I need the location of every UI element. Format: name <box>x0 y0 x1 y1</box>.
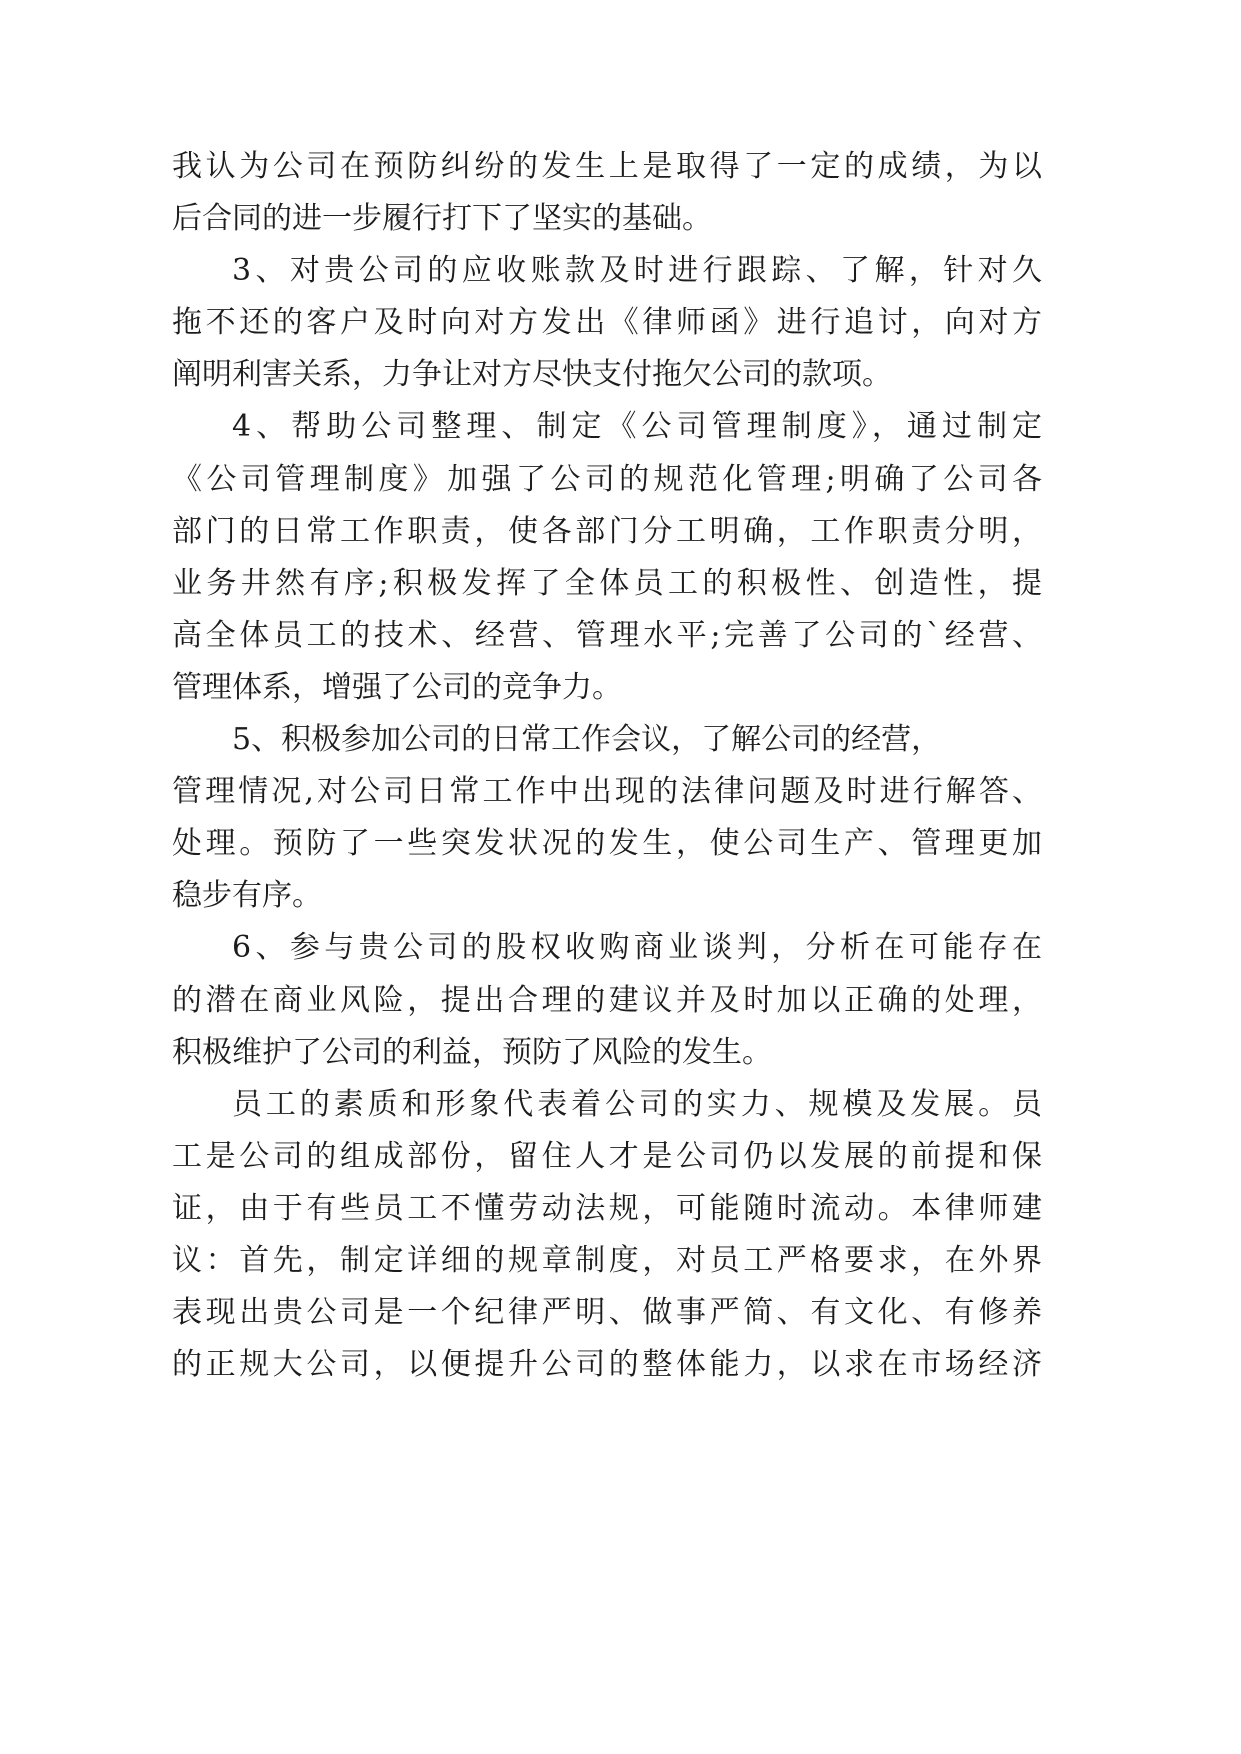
text-line: 稳步有序。 <box>172 878 322 914</box>
text-line: 阐明利害关系，力争让对方尽快支付拖欠公司的款项。 <box>172 357 892 393</box>
text-line: 工是公司的组成部份，留住人才是公司仍以发展的前提和保 <box>172 1138 1042 1174</box>
text-line: 5、积极参加公司的日常工作会议，了解公司的经营， <box>232 722 942 758</box>
paragraph-item-5 <box>172 714 1042 922</box>
text-line: 《公司管理制度》加强了公司的规范化管理;明确了公司各 <box>172 461 1042 497</box>
text-line: 后合同的进一步履行打下了坚实的基础。 <box>172 201 712 237</box>
text-line: 管理体系，增强了公司的竞争力。 <box>172 669 622 705</box>
text-line: 的正规大公司，以便提升公司的整体能力，以求在市场经济 <box>172 1347 1042 1383</box>
text-line: 拖不还的客户及时向对方发出《律师函》进行追讨，向对方 <box>172 305 1042 341</box>
paragraph-continuation <box>172 141 1042 245</box>
text-line: 员工的素质和形象代表着公司的实力、规模及发展。员 <box>232 1086 1042 1122</box>
body-text <box>172 141 1042 1391</box>
paragraph-employee-advice <box>172 1079 1042 1392</box>
text-line: 4、帮助公司整理、制定《公司管理制度》，通过制定 <box>232 409 1042 445</box>
text-line: 管理情况,对公司日常工作中出现的法律问题及时进行解答、 <box>172 774 1042 810</box>
text-line: 证，由于有些员工不懂劳动法规，可能随时流动。本律师建 <box>172 1190 1042 1226</box>
text-line: 议：首先，制定详细的规章制度，对员工严格要求，在外界 <box>172 1242 1042 1278</box>
text-line: 6、参与贵公司的股权收购商业谈判，分析在可能存在 <box>232 930 1042 966</box>
text-line: 积极维护了公司的利益，预防了风险的发生。 <box>172 1034 772 1070</box>
paragraph-item-4 <box>172 401 1042 714</box>
text-line: 的潜在商业风险，提出合理的建议并及时加以正确的处理， <box>172 982 1042 1018</box>
text-line: 高全体员工的技术、经营、管理水平;完善了公司的`经营、 <box>172 617 1042 653</box>
text-line: 处理。预防了一些突发状况的发生，使公司生产、管理更加 <box>172 826 1042 862</box>
text-line: 表现出贵公司是一个纪律严明、做事严简、有文化、有修养 <box>172 1295 1042 1331</box>
text-line: 我认为公司在预防纠纷的发生上是取得了一定的成绩，为以 <box>172 149 1042 184</box>
text-line: 部门的日常工作职责，使各部门分工明确，工作职责分明， <box>172 513 1042 549</box>
text-line: 业务井然有序;积极发挥了全体员工的积极性、创造性，提 <box>172 565 1042 601</box>
paragraph-item-3 <box>172 245 1042 401</box>
paragraph-item-6 <box>172 922 1042 1078</box>
text-line: 3、对贵公司的应收账款及时进行跟踪、了解，针对久 <box>232 253 1042 289</box>
